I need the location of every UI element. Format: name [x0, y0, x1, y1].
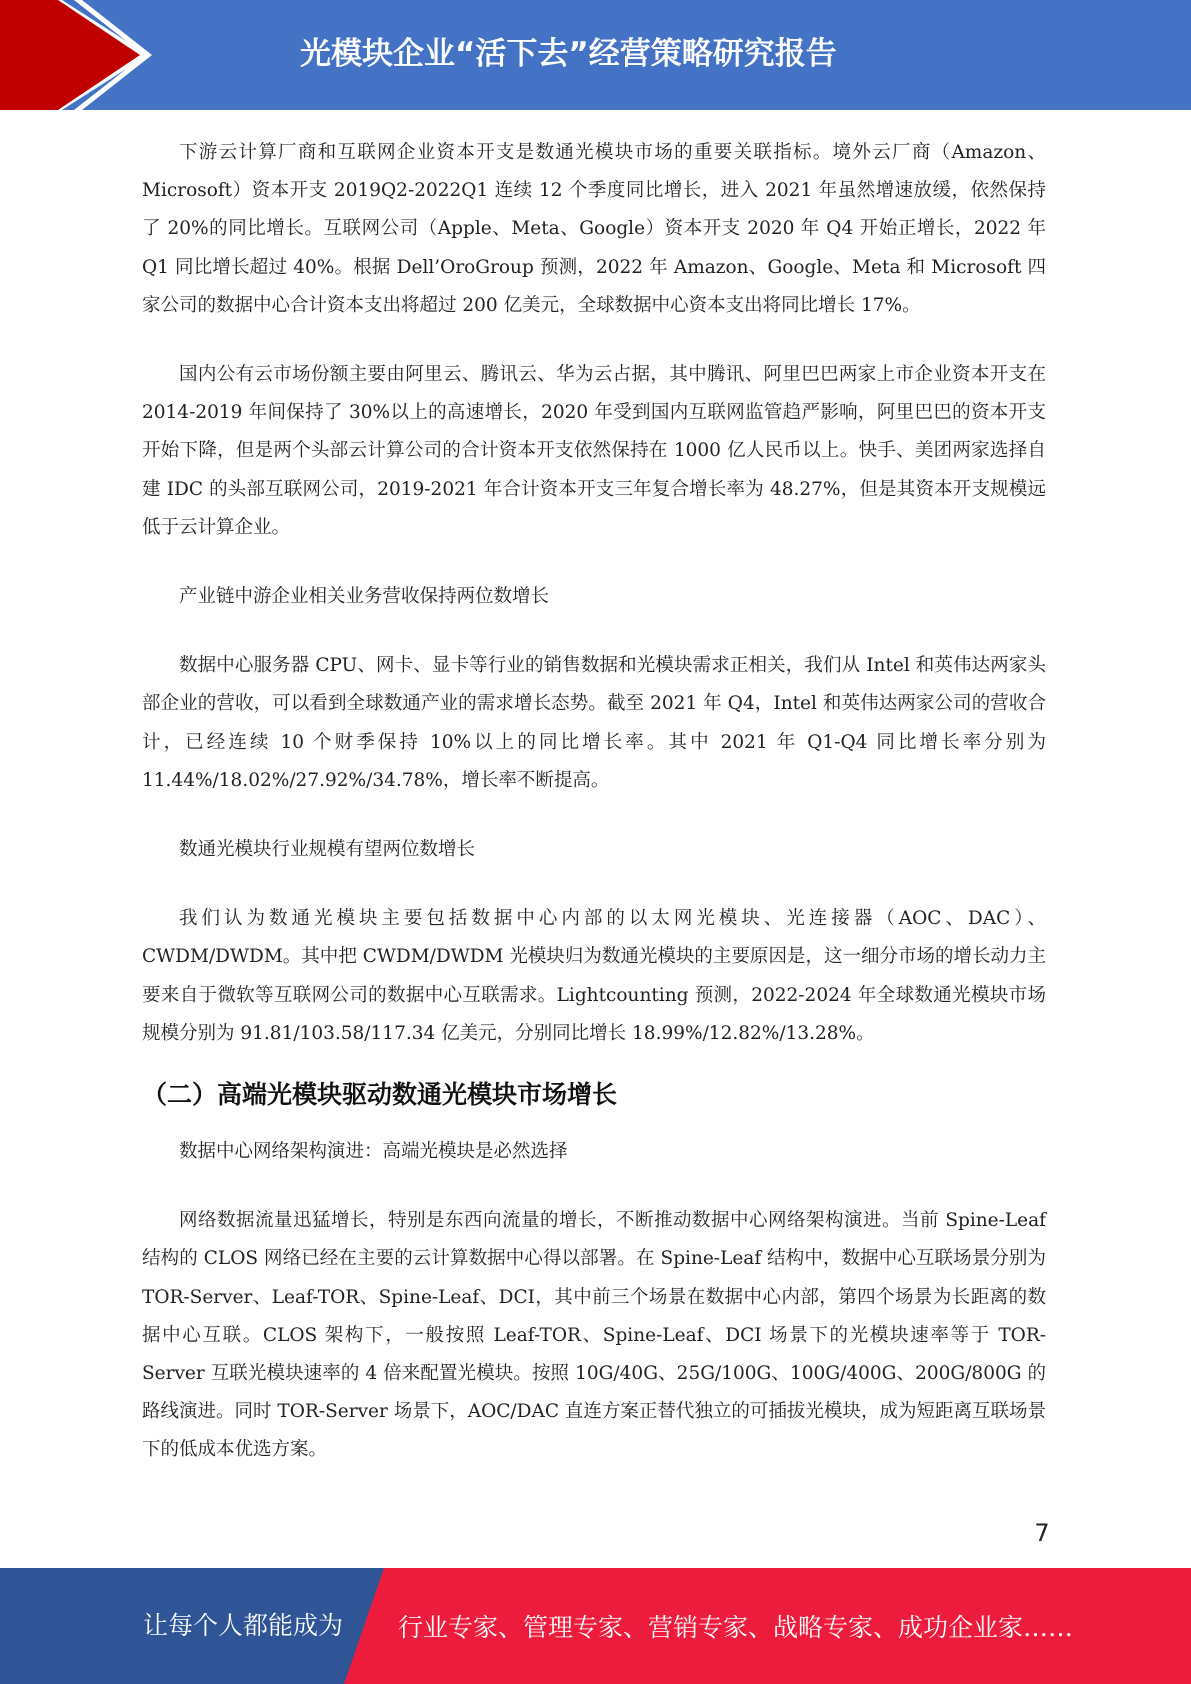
paragraph-market-forecast: 我们认为数通光模块主要包括数据中心内部的以太网光模块、光连接器（AOC、DAC）、CWDM/DWDM。其中把 CWDM/DWDM 光模块归为数通光模块的主要原因是，这一细分市场的增长动力主要来自于微软等互联网公司的数据中心互联需求。Lightcounting 预测，2022-2024 年全球数通光模块市场规模分别为 91.81/103.58/117.34 亿美元，分别同比增长 18.99%/12.82%/13.28%。	[142, 908, 1046, 1044]
subheading-midstream: 产业链中游企业相关业务营收保持两位数增长	[179, 586, 550, 608]
paragraph-capex-domestic: 国内公有云市场份额主要由阿里云、腾讯云、华为云占据，其中腾讯、阿里巴巴两家上市企业资本开支在 2014-2019 年间保持了 30%以上的高速增长，2020 年受到国内互联网监管趋严影响，阿里巴巴的资本开支开始下降，但是两个头部云计算公司的合计资本开支依然保持在 1000 亿人民币以上。快手、美团两家选择自建 IDC 的头部互联网公司，2019-2021 年合计资本开支三年复合增长率为 48.27%，但是其资本开支规模远低于云计算企业。	[142, 364, 1046, 538]
footer-slogan-right: 行业专家、管理专家、营销专家、战略专家、成功企业家……	[398, 1613, 1074, 1642]
page-number: 7	[1034, 1519, 1050, 1547]
subheading-market-scale: 数通光模块行业规模有望两位数增长	[179, 839, 476, 861]
paragraph-intel-nvidia: 数据中心服务器 CPU、网卡、显卡等行业的销售数据和光模块需求正相关，我们从 Intel 和英伟达两家头部企业的营收，可以看到全球数通产业的需求增长态势。截至 2021 年 Q4，Intel 和英伟达两家公司的营收合计，已经连续 10 个财季保持 10%以上的同比增长率。其中 2021 年 Q1-Q4 同比增长率分别为 11.44%/18.02%/27.92%/34.78%，增长率不断提高。	[142, 655, 1046, 791]
page-header	[0, 0, 1191, 110]
paragraph-network-architecture: 网络数据流量迅猛增长，特别是东西向流量的增长，不断推动数据中心网络架构演进。当前 Spine-Leaf 结构的 CLOS 网络已经在主要的云计算数据中心得以部署。在 Spine-Leaf 结构中，数据中心互联场景分别为 TOR-Server、Leaf-TOR、Spine-Leaf、DCI，其中前三个场景在数据中心内部，第四个场景为长距离的数据中心互联。CLOS 架构下，一般按照 Leaf-TOR、Spine-Leaf、DCI 场景下的光模块速率等于 TOR-Server 互联光模块速率的 4 倍来配置光模块。按照 10G/40G、25G/100G、100G/400G、200G/800G 的路线演进。同时 TOR-Server 场景下，AOC/DAC 直连方案正替代独立的可插拔光模块，成为短距离互联场景下的低成本优选方案。	[142, 1210, 1046, 1461]
paragraph-capex-overseas: 下游云计算厂商和互联网企业资本开支是数通光模块市场的重要关联指标。境外云厂商（Amazon、Microsoft）资本开支 2019Q2-2022Q1 连续 12 个季度同比增长，进入 2021 年虽然增速放缓，依然保持了 20%的同比增长。互联网公司（Apple、Meta、Google）资本开支 2020 年 Q4 开始正增长，2022 年 Q1 同比增长超过 40%。根据 Dell’OroGroup 预测，2022 年 Amazon、Google、Meta 和 Microsoft 四家公司的数据中心合计资本支出将超过 200 亿美元，全球数据中心资本支出将同比增长 17%。	[142, 142, 1046, 316]
section-heading: （二）高端光模块驱动数通光模块市场增长	[142, 1080, 618, 1110]
page-content	[142, 134, 1046, 1470]
subheading-architecture: 数据中心网络架构演进：高端光模块是必然选择	[179, 1141, 568, 1163]
page-footer	[0, 1568, 1191, 1684]
footer-slogan-left: 让每个人都能成为	[143, 1611, 344, 1640]
report-title: 光模块企业“活下去”经营策略研究报告	[300, 36, 837, 72]
